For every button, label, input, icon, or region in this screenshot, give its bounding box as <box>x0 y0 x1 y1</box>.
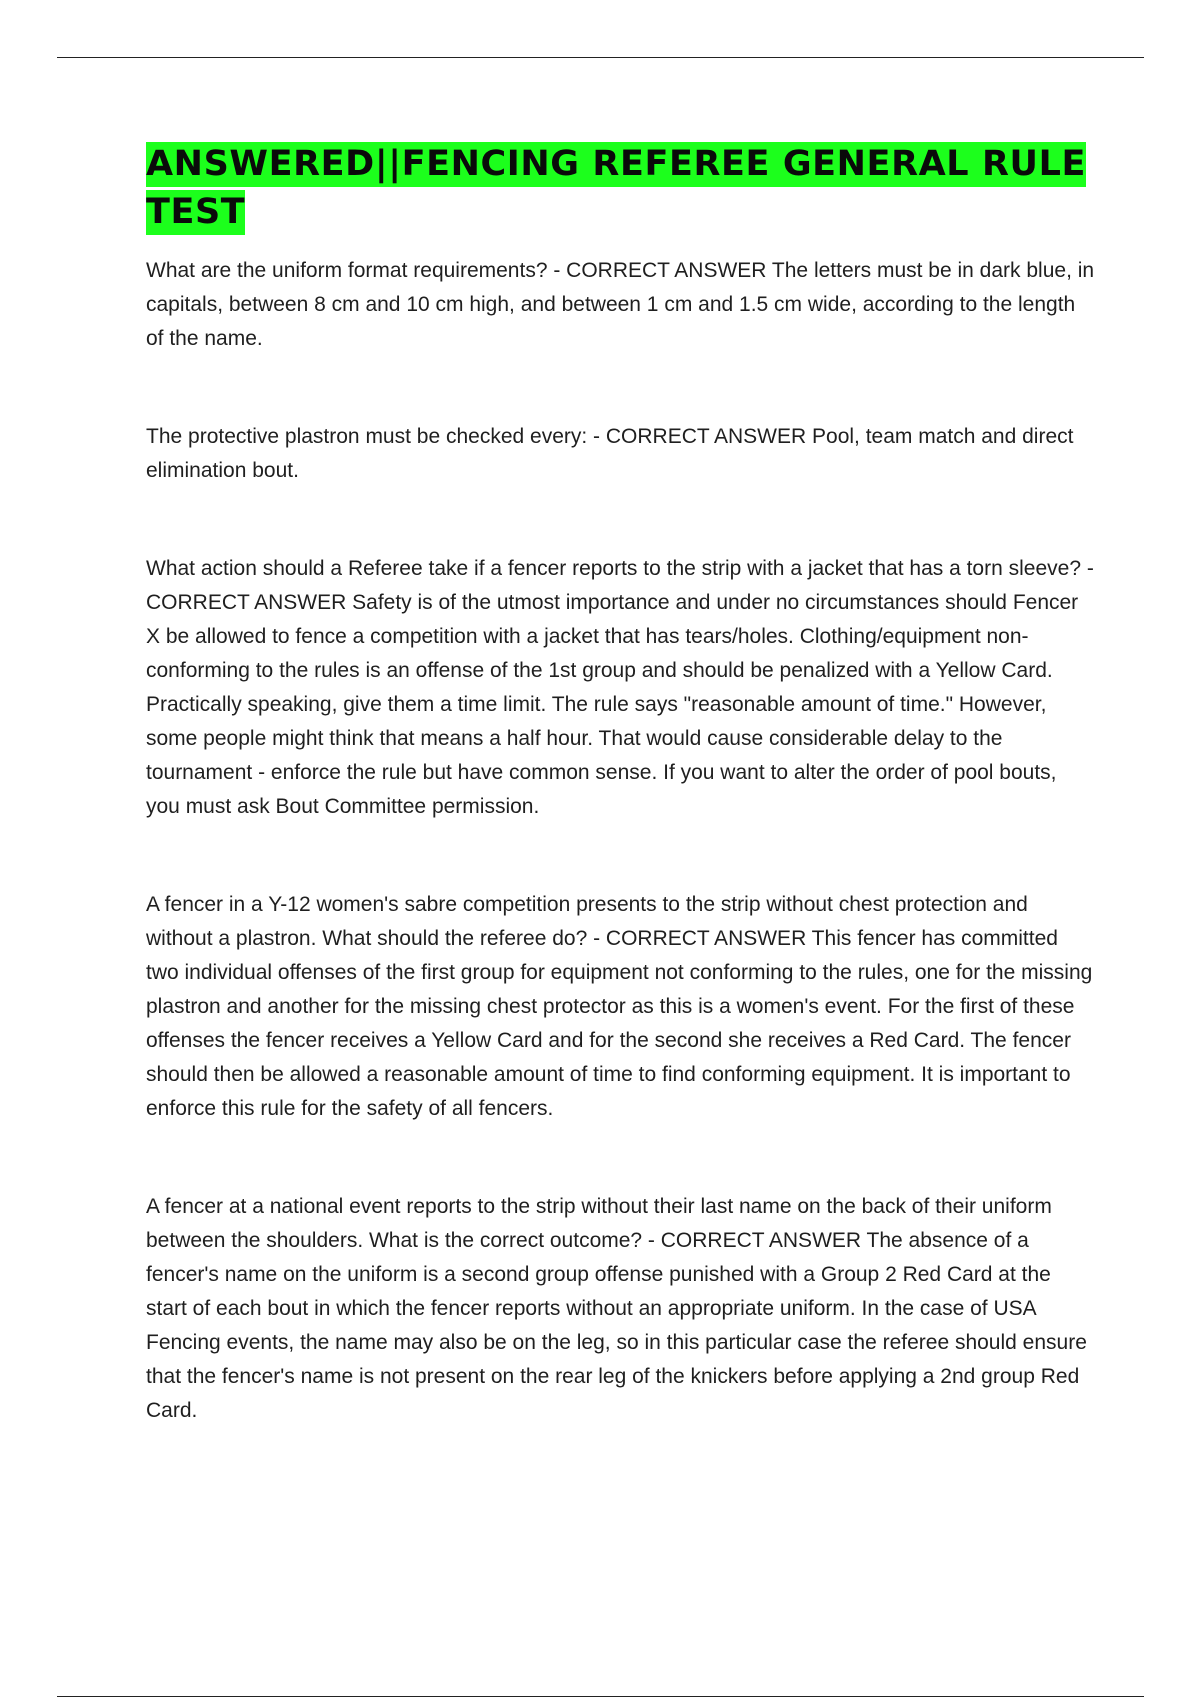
footer-rule <box>57 1696 1144 1697</box>
header-rule <box>57 57 1144 58</box>
question-answer-1: What are the uniform format requirements? - CORRECT ANSWER The letters must be in dark blue, in capitals, between 8 cm and 10 cm high, and between 1 cm and 1.5 cm wide, according to the length of the name. <box>146 259 1095 350</box>
document-title <box>146 140 1096 236</box>
question-answer-3: What action should a Referee take if a fencer reports to the strip with a jacket that has a torn sleeve? - CORRECT ANSWER Safety is of the utmost importance and under no circumstances should Fencer X be allowed to fence a competition with a jacket that has tears/holes. Clothing/equipment non-conforming to the rules is an offense of the 1st group and should be penalized with a Yellow Card. Practically speaking, give them a time limit. The rule says "reasonable amount of time." However, some people might think that means a half hour. That would cause considerable delay to the tournament - enforce the rule but have common sense. If you want to alter the order of pool bouts, you must ask Bout Committee permission. <box>146 557 1094 818</box>
document-body <box>146 140 1096 1492</box>
title-highlight: ANSWERED||FENCING REFEREE GENERAL RULE TEST <box>146 142 1086 235</box>
question-answer-4: A fencer in a Y-12 women's sabre competition presents to the strip without chest protection and without a plastron. What should the referee do? - CORRECT ANSWER This fencer has committed two individual offenses of the first group for equipment not conforming to the rules, one for the missing plastron and another for the missing chest protector as this is a women's event. For the first of these offenses the fencer receives a Yellow Card and for the second she receives a Red Card. The fencer should then be allowed a reasonable amount of time to find conforming equipment. It is important to enforce this rule for the safety of all fencers. <box>146 893 1093 1120</box>
question-answer-2: The protective plastron must be checked every: - CORRECT ANSWER Pool, team match and direct elimination bout. <box>146 425 1074 482</box>
question-answer-5: A fencer at a national event reports to the strip without their last name on the back of their uniform between the shoulders. What is the correct outcome? - CORRECT ANSWER The absence of a fencer's name on the uniform is a second group offense punished with a Group 2 Red Card at the start of each bout in which the fencer reports without an appropriate uniform. In the case of USA Fencing events, the name may also be on the leg, so in this particular case the referee should ensure that the fencer's name is not present on the rear leg of the knickers before applying a 2nd group Red Card. <box>146 1195 1087 1422</box>
